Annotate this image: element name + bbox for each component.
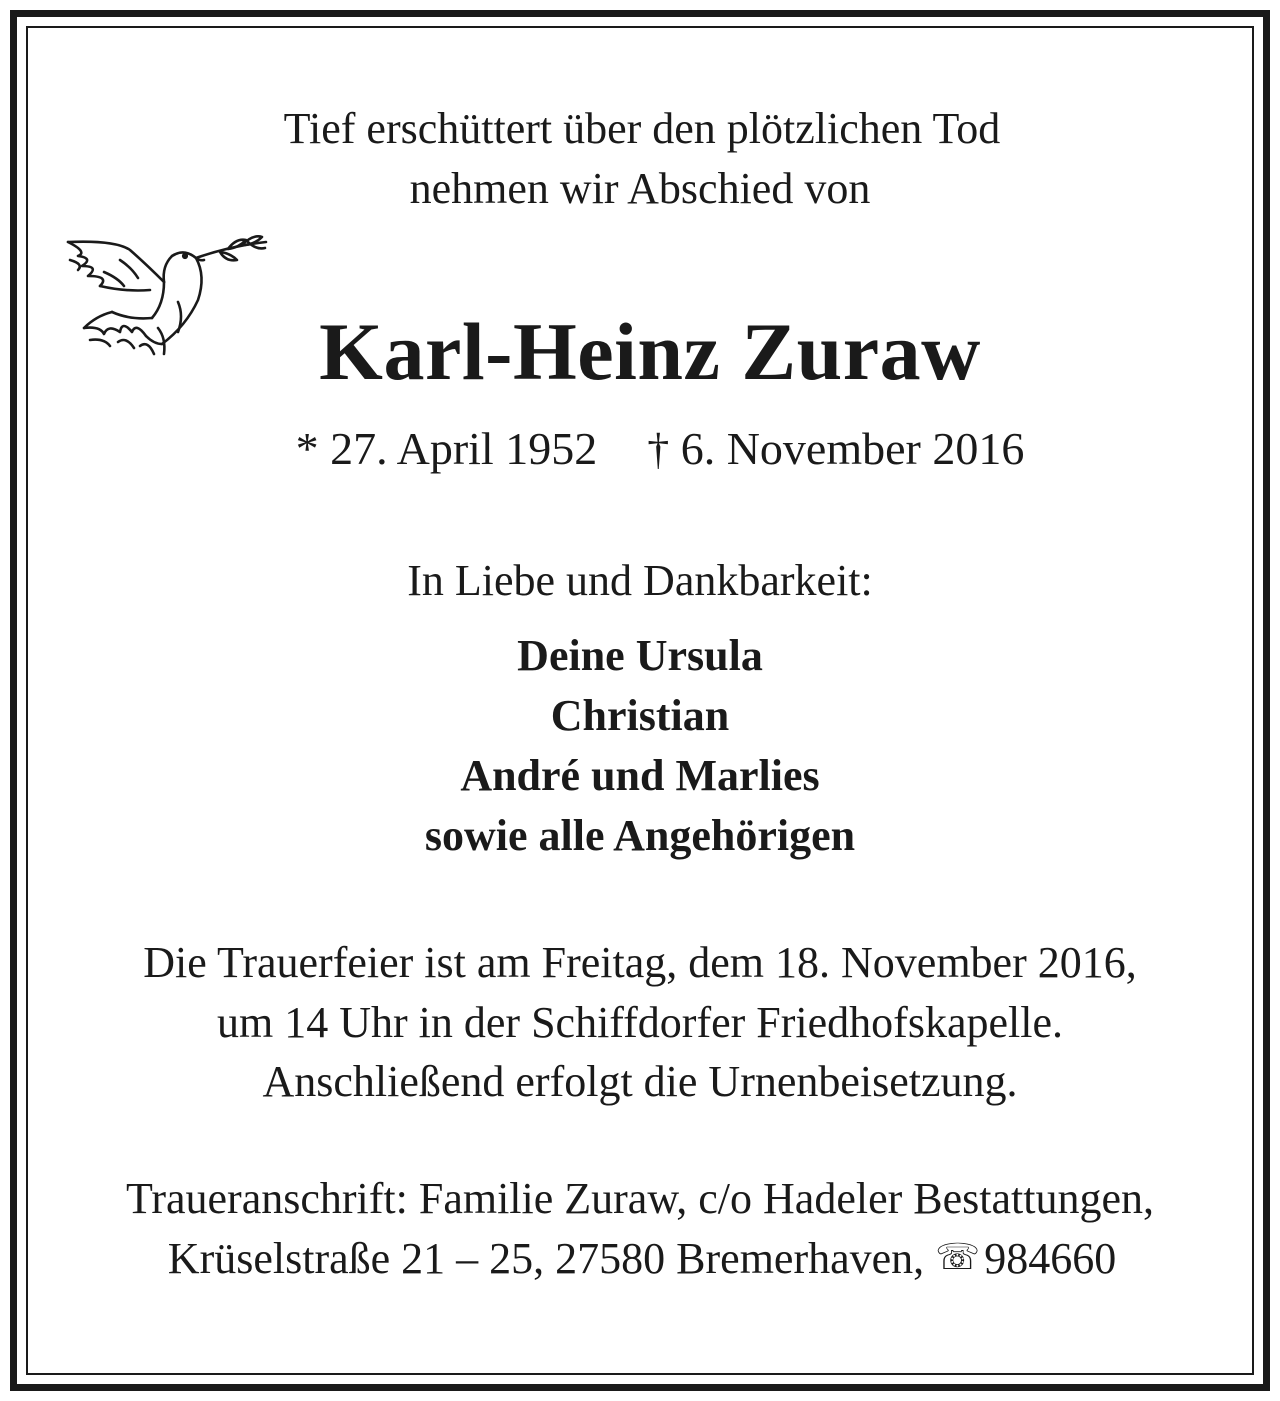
intro-line-1: Tief erschüttert über den plötzlichen Tod: [283, 104, 1001, 153]
telephone-icon: ☏: [935, 1237, 981, 1277]
intro-line-2: nehmen wir Abschied von: [409, 164, 871, 213]
mourning-address-line-2: [2, 1233, 1280, 1284]
service-info-line: Die Trauerfeier ist am Freitag, dem 18. November 2016,: [143, 938, 1137, 987]
birth-date: * 27. April 1952: [295, 423, 598, 474]
mourner-name: sowie alle Angehörigen: [424, 811, 856, 860]
life-dates: [20, 422, 1280, 475]
mourner-name: Christian: [550, 691, 730, 740]
street-address: Krüselstraße 21 – 25, 27580 Bremerhaven,: [167, 1234, 925, 1283]
death-date: 6. November 2016: [680, 423, 1025, 474]
mourner-name: Deine Ursula: [517, 631, 763, 680]
mourning-address-line-1: Traueranschrift: Familie Zuraw, c/o Hadeler Bestattungen,: [126, 1174, 1154, 1223]
service-info-line: Anschließend erfolgt die Urnenbeisetzung.: [262, 1057, 1018, 1106]
service-info-line: um 14 Uhr in der Schiffdorfer Friedhofskapelle.: [217, 998, 1063, 1047]
thanks-line: In Liebe und Dankbarkeit:: [407, 556, 873, 605]
deceased-name: Karl-Heinz Zuraw: [319, 306, 981, 397]
mourner-name: André und Marlies: [460, 751, 820, 800]
phone-number: 984660: [984, 1234, 1117, 1283]
cross-icon: †: [647, 425, 670, 474]
